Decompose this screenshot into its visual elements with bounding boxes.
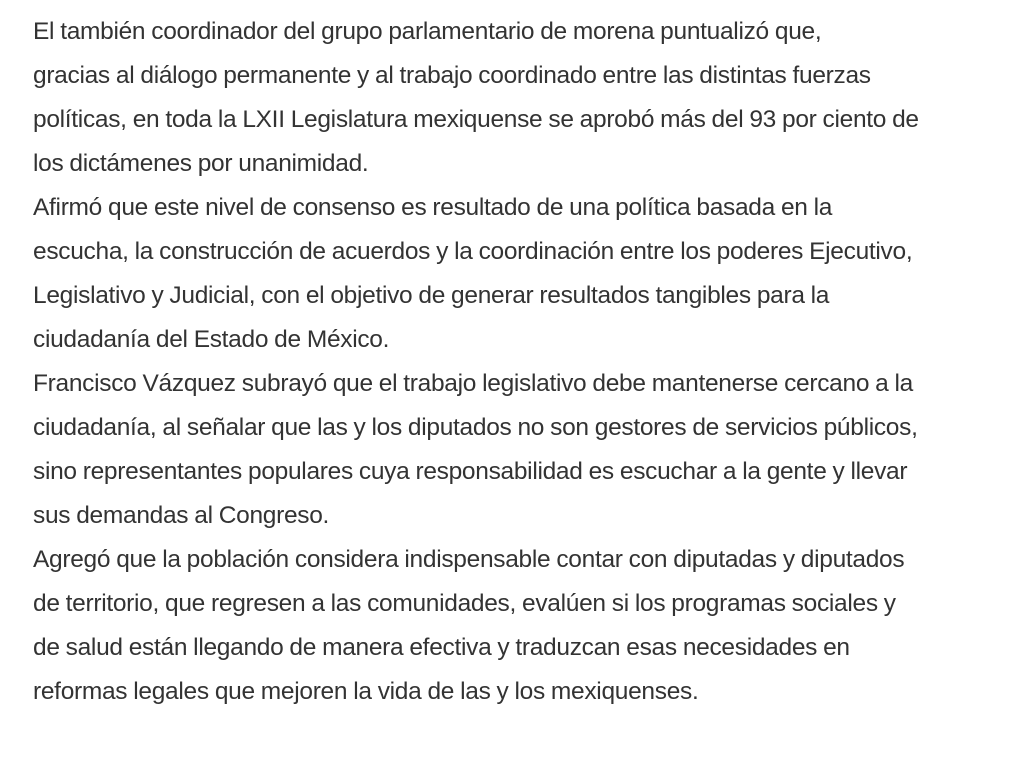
paragraph-consensus (33, 186, 1008, 362)
text-line: ciudadanía del Estado de México. (33, 326, 390, 353)
text-line: Agregó que la población considera indispensable contar con diputadas y diputados (33, 546, 905, 573)
text-line: de salud están llegando de manera efectiva y traduzcan esas necesidades en (33, 634, 850, 661)
text-line: Afirmó que este nivel de consenso es resultado de una política basada en la (33, 194, 833, 221)
text-line: Francisco Vázquez subrayó que el trabajo legislativo debe mantenerse cercano a la (33, 370, 913, 397)
article-body (33, 10, 1008, 714)
text-line: El también coordinador del grupo parlamentario de morena puntualizó que, (33, 18, 822, 45)
paragraph-coordination (33, 10, 1008, 186)
text-line: gracias al diálogo permanente y al trabajo coordinado entre las distintas fuerzas (33, 62, 871, 89)
text-line: políticas, en toda la LXII Legislatura mexiquense se aprobó más del 93 por ciento de (33, 106, 919, 133)
text-line: reformas legales que mejoren la vida de las y los mexiquenses. (33, 678, 699, 705)
text-line: Legislativo y Judicial, con el objetivo de generar resultados tangibles para la (33, 282, 830, 309)
text-line: escucha, la construcción de acuerdos y la coordinación entre los poderes Ejecutivo, (33, 238, 913, 265)
text-line: ciudadanía, al señalar que las y los diputados no son gestores de servicios públicos, (33, 414, 918, 441)
text-line: sino representantes populares cuya responsabilidad es escuchar a la gente y llevar (33, 458, 908, 485)
text-line: los dictámenes por unanimidad. (33, 150, 369, 177)
paragraph-territory (33, 538, 1008, 714)
text-line: de territorio, que regresen a las comunidades, evalúen si los programas sociales y (33, 590, 896, 617)
paragraph-legislative-work (33, 362, 1008, 538)
text-line: sus demandas al Congreso. (33, 502, 330, 529)
